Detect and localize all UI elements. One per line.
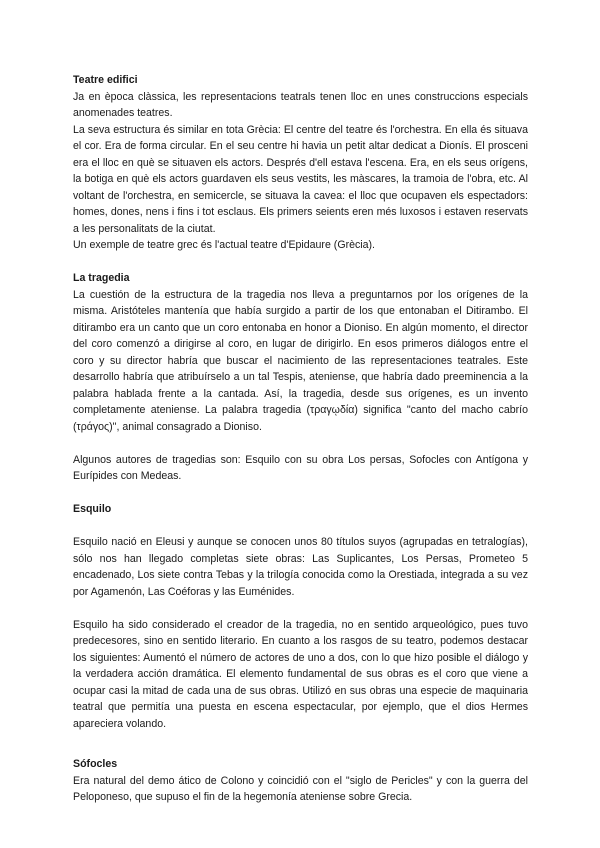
spacer [73, 254, 528, 271]
heading-teatre-edifici: Teatre edifici [73, 74, 138, 86]
paragraph: Algunos autores de tragedias son: Esquilo con su obra Los persas, Sofocles con Antígona y Eurípides con Medeas. [73, 453, 528, 482]
spacer [73, 732, 528, 756]
spacer [73, 485, 528, 502]
spacer [73, 600, 528, 617]
document-body [73, 72, 528, 806]
paragraph: La cuestión de la estructura de la tragedia nos lleva a preguntarnos por los orígenes de la misma. Aristóteles mantenía que había surgido a partir de los que entonaban el Ditirambo. El ditirambo era un canto que un coro entonaba en honor a Dioniso. En algún momento, el director del coro comenzó a dirigirse al coro, en lugar de dirigirlo. En esos primeros diálogos entre el coro y su director habría que buscar el nacimiento de las representaciones teatrales. Este desarrollo habría que atribuírselo a un tal Tespis, ateniense, que habría dado preeminencia a la palabra hablada frente a la cantada. Así, la tragedia, desde sus orígenes, es un invento completamente ateniense. La palabra tragedia (τραγῳδία) significa "canto del macho cabrío (τράγος)", animal consagrado a Dioniso. [73, 288, 528, 433]
spacer [73, 518, 528, 535]
heading-esquilo: Esquilo [73, 503, 112, 515]
heading-sofocles: Sófocles [73, 758, 118, 770]
paragraph: Un exemple de teatre grec és l'actual teatre d'Epidaure (Grècia). [73, 239, 375, 251]
paragraph: Esquilo nació en Eleusi y aunque se conocen unos 80 títulos suyos (agrupadas en tetralogías), sólo nos han llegado completas siete obras: Las Suplicantes, Los Persas, Prometeo 5 encadenado, Los siete contra Tebas y la trilogía conocida como la Orestiada, integrada a su vez por Agamenón, Las Coéforas y las Euménides. [73, 536, 528, 598]
paragraph: Era natural del demo ático de Colono y coincidió con el "siglo de Pericles" y con la guerra del Peloponeso, que supuso el fin de la hegemonía ateniense sobre Grecia. [73, 774, 528, 803]
paragraph: Esquilo ha sido considerado el creador de la tragedia, no en sentido arqueológico, pues tuvo predecesores, sino en sentido literario. En cuanto a los rasgos de su teatro, podemos destacar los siguientes: Aumentó el número de actores de uno a dos, con lo que hizo posible el diálogo y la verdadera acción dramática. El elemento fundamental de sus obras es el coro que viene a ocupar casi la mitad de cada una de sus obras. Utilizó en sus obras una especie de maquinaria teatral que permitía una puesta en escena espectacular, por ejemplo, que el dios Hermes apareciera volando. [73, 618, 528, 730]
heading-la-tragedia: La tragedia [73, 272, 130, 284]
paragraph: Ja en època clàssica, les representacions teatrals tenen lloc en unes construccions especials anomenades teatres. [73, 90, 528, 119]
spacer [73, 435, 528, 452]
paragraph: La seva estructura és similar en tota Grècia: El centre del teatre és l'orchestra. En ella és situava el cor. Era de forma circular. En el seu centre hi havia un petit altar dedicat a Dionís. El prosceni era el lloc en què se situaven els actors. Després d'ell estava l'escena. Era, en els seus orígens, la botiga en què els actors guardaven els seus vestits, les màscares, la tramoia de l'obra, etc. Al voltant de l'orchestra, en semicercle, se situava la cavea: el lloc que ocupaven els espectadors: homes, dones, nens i fins i tot esclaus. Els primers seients eren més luxosos i estaven reservats a les personalitats de la ciutat. [73, 123, 528, 235]
